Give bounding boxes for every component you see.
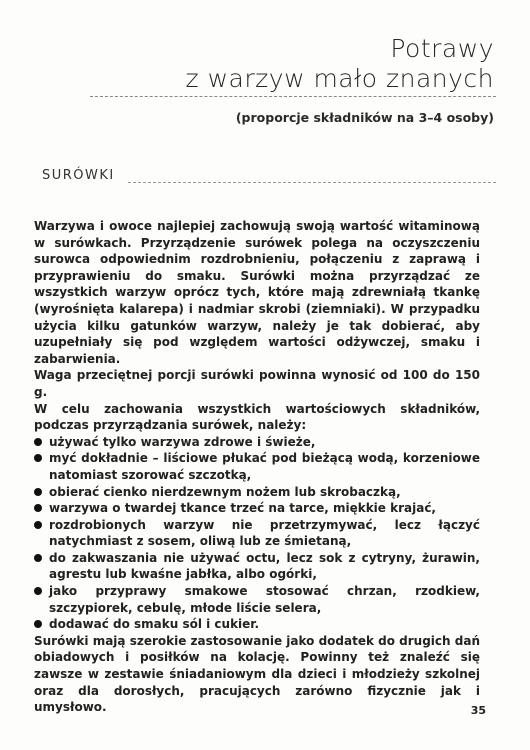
list-item <box>34 616 480 633</box>
list-item-text: jako przyprawy smakowe stosować chrzan, rzodkiew, szczypiorek, cebulę, młode liście selera, <box>49 584 480 615</box>
bullet-icon <box>34 454 42 462</box>
bullet-icon <box>34 587 42 595</box>
bullet-icon <box>34 438 42 446</box>
list-item-text: do zakwaszania nie używać octu, lecz sok z cytryny, żurawin, agrestu lub kwaśne jabłka, albo ogórki, <box>49 550 480 582</box>
chapter-title-line-1: Potrawy <box>390 34 494 63</box>
list-item-text: warzywa o twardej tkance trzeć na tarce, miękkie krajać, <box>49 501 436 516</box>
list-item-text: rozdrobionych warzyw nie przetrzymywać, lecz łączyć natychmiast z sosem, oliwą lub ze śmietaną, <box>49 517 480 549</box>
section-divider <box>128 182 496 183</box>
list-item <box>34 434 480 451</box>
rules-intro-paragraph: W celu zachowania wszystkich wartościowych składników, podczas przyrządzania surówek, należy: <box>34 401 480 433</box>
list-item-text: obierać cienko nierdzewnym nożem lub skrobaczką, <box>49 484 401 499</box>
list-item <box>34 500 480 517</box>
preparation-rules-list <box>34 434 480 633</box>
chapter-title-line-2: z warzyw mało znanych <box>185 64 494 93</box>
section-heading: SURÓWKI <box>42 168 115 183</box>
portion-paragraph: Waga przeciętnej porcji surówki powinna wynosić od 100 do 150 g. <box>34 368 480 399</box>
list-item <box>34 517 480 550</box>
list-item <box>34 450 480 483</box>
list-item-text: myć dokładnie – liściowe płukać pod bieżącą wodą, korzeniowe natomiast szorować szczotką, <box>49 451 480 482</box>
bullet-icon <box>34 554 42 562</box>
closing-paragraph: Surówki mają szerokie zastosowanie jako dodatek do drugich dań obiadowych i posiłków na kolację. Powinny też znaleźć się zawsze w zestawie śniadaniowym dla dzieci i młodzieży szkolnej oraz dla dorosłych, pracujących zarówno fizycznie jak i umysłowo. <box>34 633 480 715</box>
bullet-icon <box>34 504 42 512</box>
bullet-icon <box>34 521 42 529</box>
chapter-title <box>186 34 494 94</box>
list-item <box>34 583 480 616</box>
page-number: 35 <box>470 704 486 717</box>
list-item <box>34 550 480 583</box>
portion-note: (proporcje składników na 3–4 osoby) <box>235 110 494 125</box>
list-item-text: używać tylko warzywa zdrowe i świeże, <box>49 434 316 449</box>
title-divider <box>90 96 496 97</box>
bullet-icon <box>34 488 42 496</box>
body-text <box>34 218 480 716</box>
intro-paragraph: Warzywa i owoce najlepiej zachowują swoją wartość witaminową w surówkach. Przyrządzenie surówek polega na oczyszczeniu surowca odpowiednim rozdrobnieniu, połączeniu z zaprawą i przyprawieniu do smaku. Surówki można przyrządzać ze wszystkich warzyw oprócz tych, które mają zdrewniałą tkankę (wyrośnięta kalarepa) i nadmiar skrobi (ziemniaki). W przypadku użycia kilku gatunków warzyw, należy je tak dobierać, aby uzupełniały się pod względem wartości odżywczej, smaku i zabarwienia. <box>34 219 480 366</box>
list-item-text: dodawać do smaku sól i cukier. <box>49 617 260 632</box>
bullet-icon <box>34 620 42 628</box>
list-item <box>34 484 480 501</box>
